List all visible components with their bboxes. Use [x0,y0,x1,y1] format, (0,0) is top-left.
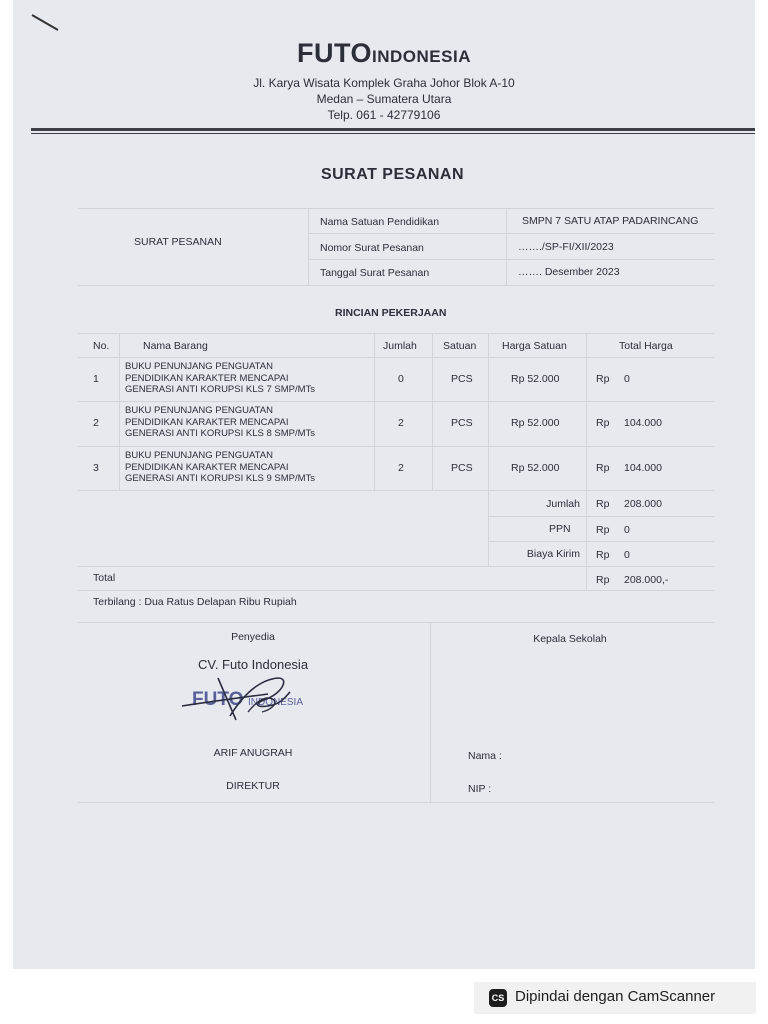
row-3-price: Rp 52.000 [511,462,560,474]
col-header-price: Harga Satuan [502,340,567,352]
row-1-total: 0 [624,373,630,385]
grid-line [374,333,375,490]
company-phone: Telp. 061 - 42779106 [327,108,441,122]
row-3-no: 3 [93,462,99,474]
grid-line [488,541,714,542]
grid-line [506,208,507,285]
grid-line [119,333,120,490]
row-1-price: Rp 52.000 [511,373,560,385]
company-address: Jl. Karya Wisata Komplek Graha Johor Blok A-10 [253,76,515,90]
info-label-number: Nomor Surat Pesanan [320,242,424,254]
row-1-unit: PCS [451,373,473,385]
grid-line [78,401,714,402]
grid-line [78,208,714,209]
principal-name-label: Nama : [468,750,502,762]
col-header-unit: Satuan [443,340,477,352]
section-title: RINCIAN PEKERJAAN [335,307,447,319]
svg-text:FUTO: FUTO [192,689,244,710]
company-city: Medan – Sumatera Utara [316,92,452,106]
provider-position: DIREKTUR [226,780,280,792]
col-header-total: Total Harga [619,340,673,352]
summary-subtotal-label: Jumlah [546,498,580,510]
letterhead-divider [31,128,755,131]
company-logo-text: FUTOINDONESIA [297,38,471,68]
row-3-currency: Rp [596,462,610,474]
provider-name: ARIF ANUGRAH [213,747,293,759]
grid-line [308,233,714,234]
col-header-qty: Jumlah [383,340,417,352]
info-left-label: SURAT PESANAN [134,236,222,248]
total-value: 208.000,- [624,574,669,586]
grid-line [488,333,489,566]
row-2-total: 104.000 [624,417,662,429]
grid-line [78,285,714,286]
signature-icon [178,672,328,728]
row-2-unit: PCS [451,417,473,429]
col-header-no: No. [93,340,110,352]
total-label: Total [93,572,116,584]
grid-line [78,590,714,591]
summary-shipping-label: Biaya Kirim [526,548,580,560]
summary-ppn-currency: Rp [596,524,610,536]
info-value-number: ……./SP-FI/XII/2023 [518,241,614,253]
row-3-total: 104.000 [624,462,662,474]
total-currency: Rp [596,574,610,586]
row-1-no: 1 [93,373,99,385]
grid-line [78,333,714,334]
grid-line [78,490,714,491]
row-3-qty: 2 [398,462,404,474]
grid-line [432,333,433,490]
row-2-qty: 2 [398,417,404,429]
summary-ppn-label: PPN [549,523,571,535]
terbilang-text: Terbilang : Dua Ratus Delapan Ribu Rupiah [93,596,297,608]
row-2-price: Rp 52.000 [511,417,560,429]
info-label-date: Tanggal Surat Pesanan [320,267,430,279]
col-header-name: Nama Barang [143,340,208,352]
principal-label: Kepala Sekolah [533,633,607,645]
info-label-school: Nama Satuan Pendidikan [320,216,440,228]
scanner-text: Dipindai dengan CamScanner [515,988,716,1005]
summary-ppn-value: 0 [624,524,630,536]
letterhead-divider-thin [31,133,755,134]
row-2-currency: Rp [596,417,610,429]
grid-line [308,259,714,260]
grid-line [78,357,714,358]
letterhead [0,38,768,123]
provider-company: CV. Futo Indonesia [197,657,309,672]
company-stamp-signature [178,672,328,728]
info-value-date: ……. Desember 2023 [518,266,620,278]
row-3-item: BUKU PENUNJANG PENGUATAN PENDIDIKAN KARAKTER MENCAPAI GENERASI ANTI KORUPSI KLS 9 SMP/MTs [125,450,316,484]
grid-line [78,446,714,447]
row-1-item: BUKU PENUNJANG PENGUATAN PENDIDIKAN KARAKTER MENCAPAI GENERASI ANTI KORUPSI KLS 7 SMP/MTs [125,361,316,395]
info-value-school: SMPN 7 SATU ATAP PADARINCANG [522,215,699,227]
document-title: SURAT PESANAN [320,166,465,183]
summary-subtotal-currency: Rp [596,498,610,510]
summary-shipping-currency: Rp [596,549,610,561]
grid-line [308,208,309,285]
summary-shipping-value: 0 [624,549,630,561]
camscanner-logo-icon: CS [489,989,507,1007]
grid-line [430,622,431,802]
row-1-currency: Rp [596,373,610,385]
row-2-no: 2 [93,417,99,429]
row-1-qty: 0 [398,373,404,385]
document-paper [13,0,755,969]
summary-subtotal-value: 208.000 [624,498,662,510]
grid-line [78,566,714,567]
grid-line [78,802,714,803]
grid-line [586,333,587,590]
provider-label: Penyedia [231,631,275,643]
row-2-item: BUKU PENUNJANG PENGUATAN PENDIDIKAN KARAKTER MENCAPAI GENERASI ANTI KORUPSI KLS 8 SMP/MTs [125,405,316,439]
row-3-unit: PCS [451,462,473,474]
svg-text:INDONESIA: INDONESIA [248,697,304,708]
grid-line [488,516,714,517]
grid-line [78,622,714,623]
principal-nip-label: NIP : [468,783,492,795]
